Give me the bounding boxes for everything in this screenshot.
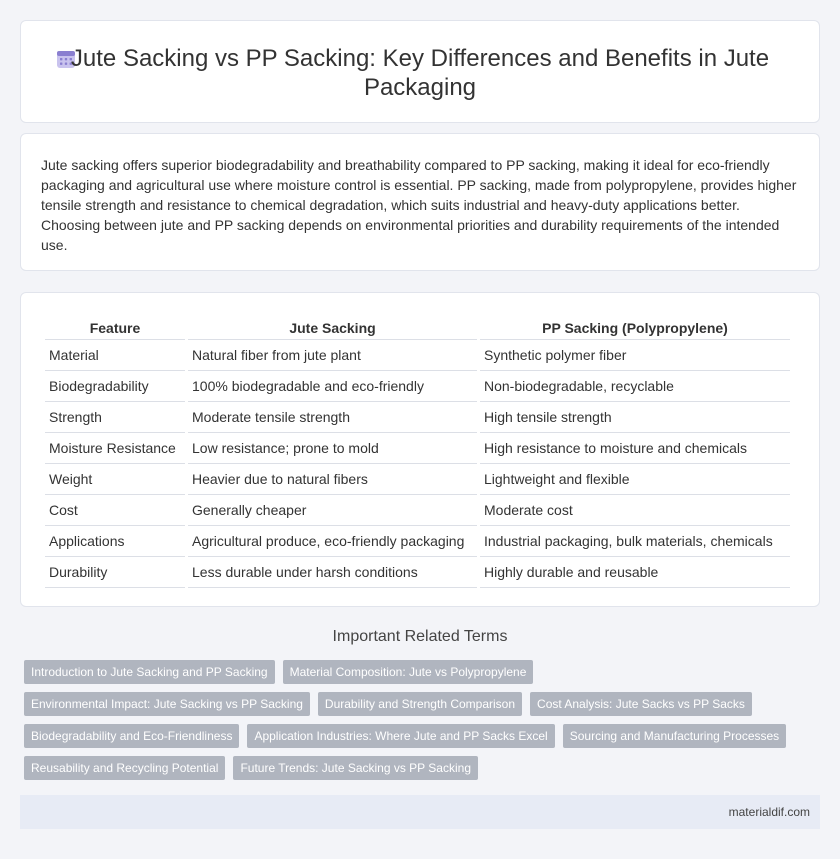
comparison-table [42, 314, 793, 588]
table-cell-pp: Moderate cost [480, 495, 790, 526]
related-term-tag[interactable]: Future Trends: Jute Sacking vs PP Sacking [233, 756, 478, 780]
table-cell-jute: Agricultural produce, eco-friendly packaging [188, 526, 477, 557]
table-cell-jute: 100% biodegradable and eco-friendly [188, 371, 477, 402]
header-card [20, 20, 820, 123]
table-cell-feature: Strength [45, 402, 185, 433]
table-header-row [45, 314, 790, 340]
table-cell-jute: Less durable under harsh conditions [188, 557, 477, 588]
related-term-tag[interactable]: Sourcing and Manufacturing Processes [563, 724, 786, 748]
table-row [45, 340, 790, 371]
table-cell-jute: Heavier due to natural fibers [188, 464, 477, 495]
table-cell-pp: Highly durable and reusable [480, 557, 790, 588]
table-cell-jute: Moderate tensile strength [188, 402, 477, 433]
tag-row [24, 692, 814, 716]
table-header-jute: Jute Sacking [188, 314, 477, 340]
tag-row [24, 660, 814, 684]
page-title: Jute Sacking vs PP Sacking: Key Differences and Benefits in Jute Packaging [70, 45, 770, 101]
table-cell-feature: Material [45, 340, 185, 371]
table-cell-feature: Biodegradability [45, 371, 185, 402]
table-row [45, 526, 790, 557]
table-cell-pp: Lightweight and flexible [480, 464, 790, 495]
table-header-feature: Feature [45, 314, 185, 340]
table-cell-feature: Durability [45, 557, 185, 588]
table-cell-pp: High resistance to moisture and chemicals [480, 433, 790, 464]
tag-row [24, 756, 814, 780]
table-header-pp: PP Sacking (Polypropylene) [480, 314, 790, 340]
related-term-tag[interactable]: Environmental Impact: Jute Sacking vs PP Sacking [24, 692, 310, 716]
table-cell-jute: Natural fiber from jute plant [188, 340, 477, 371]
related-term-tag[interactable]: Material Composition: Jute vs Polypropylene [283, 660, 534, 684]
table-cell-pp: Synthetic polymer fiber [480, 340, 790, 371]
related-terms-list [24, 660, 814, 788]
related-terms-heading: Important Related Terms [332, 628, 508, 645]
related-term-tag[interactable]: Biodegradability and Eco-Friendliness [24, 724, 239, 748]
related-term-tag[interactable]: Cost Analysis: Jute Sacks vs PP Sacks [530, 692, 752, 716]
table-row [45, 464, 790, 495]
related-term-tag[interactable]: Application Industries: Where Jute and PP Sacks Excel [247, 724, 554, 748]
table-cell-feature: Applications [45, 526, 185, 557]
table-cell-jute: Low resistance; prone to mold [188, 433, 477, 464]
table-body [45, 340, 790, 588]
table-cell-feature: Weight [45, 464, 185, 495]
table-cell-jute: Generally cheaper [188, 495, 477, 526]
tag-row [24, 724, 814, 748]
summary-text: Jute sacking offers superior biodegradability and breathability compared to PP sacking, making it ideal for eco-friendly packaging and agricultural use where moisture control is essential. PP sacking, made from polypropylene, provides higher tensile strength and resistance to chemical degradation, which suits industrial and heavy-duty applications better. Choosing between jute and PP sacking depends on environmental priorities and durability requirements of the intended use. [41, 157, 797, 253]
comparison-table-card [20, 292, 820, 607]
footer [20, 795, 820, 829]
table-cell-pp: Industrial packaging, bulk materials, chemicals [480, 526, 790, 557]
table-cell-pp: High tensile strength [480, 402, 790, 433]
table-row [45, 433, 790, 464]
table-row [45, 402, 790, 433]
related-term-tag[interactable]: Reusability and Recycling Potential [24, 756, 225, 780]
table-row [45, 495, 790, 526]
footer-site-link[interactable]: materialdif.com [728, 805, 810, 819]
table-row [45, 371, 790, 402]
table-cell-feature: Moisture Resistance [45, 433, 185, 464]
related-term-tag[interactable]: Durability and Strength Comparison [318, 692, 522, 716]
table-row [45, 557, 790, 588]
related-term-tag[interactable]: Introduction to Jute Sacking and PP Sacking [24, 660, 275, 684]
table-cell-feature: Cost [45, 495, 185, 526]
table-cell-pp: Non-biodegradable, recyclable [480, 371, 790, 402]
summary-card [20, 133, 820, 271]
